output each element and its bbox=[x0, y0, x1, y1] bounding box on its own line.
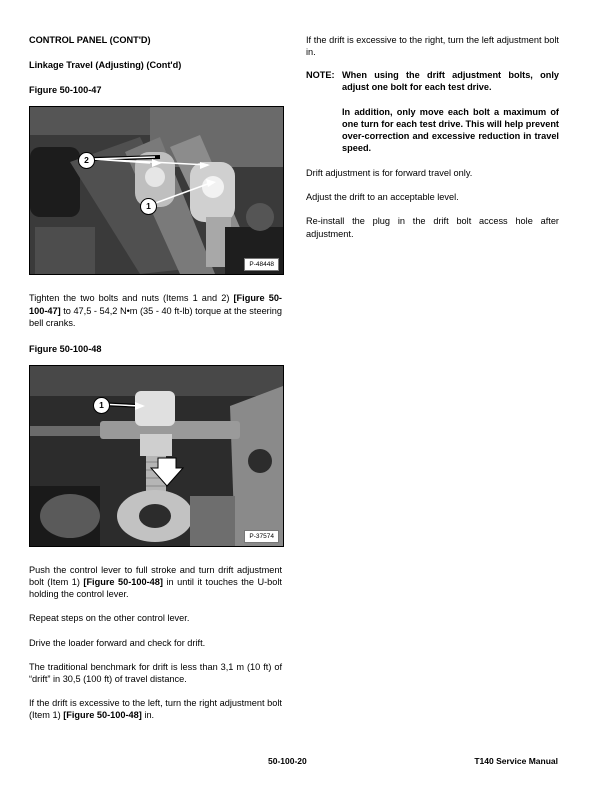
subsection-heading: Linkage Travel (Adjusting) (Cont'd) bbox=[29, 60, 182, 71]
linkage-photo-illustration bbox=[30, 107, 283, 274]
figure-48-reference: [Figure 50-100-48] bbox=[63, 710, 142, 721]
note-block bbox=[306, 69, 559, 154]
figure-48-reference: [Figure 50-100-48] bbox=[83, 577, 163, 588]
forward-travel-paragraph: Drift adjustment is for forward travel only. bbox=[306, 168, 473, 179]
callout-1: 1 bbox=[93, 397, 110, 414]
drift-left-paragraph: If the drift is excessive to the left, turn the right adjustment bolt (Item 1) [Figure 50-100-48] in. bbox=[29, 697, 282, 721]
drift-right-paragraph: If the drift is excessive to the right, turn the left adjustment bolt in. bbox=[306, 35, 559, 58]
page-number: 50-100-20 bbox=[268, 756, 307, 766]
note-max-one-turn: In addition, only move each bolt a maximum of one turn for each test drive. This will help prevent over-correction and excessive reduction in travel speed. bbox=[342, 106, 559, 153]
reinstall-plug-paragraph: Re-install the plug in the drift bolt access hole after adjustment. bbox=[306, 216, 559, 239]
drive-loader-paragraph: Drive the loader forward and check for drift. bbox=[29, 637, 206, 648]
adjust-drift-paragraph: Adjust the drift to an acceptable level. bbox=[306, 192, 459, 203]
callout-1: 1 bbox=[140, 198, 157, 215]
photo-id-48: P-37574 bbox=[244, 530, 279, 543]
figure-47-reference: [Figure 50-100-47] bbox=[29, 293, 282, 316]
figure-48-photo bbox=[29, 365, 284, 547]
tighten-bolts-paragraph: Tighten the two bolts and nuts (Items 1 and 2) [Figure 50-100-47] to 47,5 - 54,2 N•m (35 - 40 ft-lb) torque at the steering bell cranks. bbox=[29, 293, 282, 328]
drift-bolt-photo-illustration bbox=[30, 366, 283, 546]
figure-47-photo bbox=[29, 106, 284, 275]
right-column bbox=[306, 34, 559, 240]
manual-title: T140 Service Manual bbox=[474, 756, 558, 766]
left-column bbox=[29, 34, 282, 721]
note-one-bolt: When using the drift adjustment bolts, only adjust one bolt for each test drive. bbox=[342, 70, 559, 93]
repeat-steps-paragraph: Repeat steps on the other control lever. bbox=[29, 613, 190, 624]
push-control-lever-paragraph: Push the control lever to full stroke and turn drift adjustment bolt (Item 1) [Figure 50-100-48] in until it touches the U-bolt holding the control lever. bbox=[29, 564, 282, 600]
photo-id-47: P-48448 bbox=[244, 258, 279, 271]
note-label: NOTE: bbox=[306, 70, 335, 81]
callout-2: 2 bbox=[78, 152, 95, 169]
drift-benchmark-paragraph: The traditional benchmark for drift is less than 3,1 m (10 ft) of “drift” in 30,5 (100 ft) of travel distance. bbox=[29, 661, 282, 684]
section-heading: CONTROL PANEL (CONT'D) bbox=[29, 35, 151, 45]
figure-47-label: Figure 50-100-47 bbox=[29, 85, 102, 96]
figure-48-label: Figure 50-100-48 bbox=[29, 343, 102, 354]
